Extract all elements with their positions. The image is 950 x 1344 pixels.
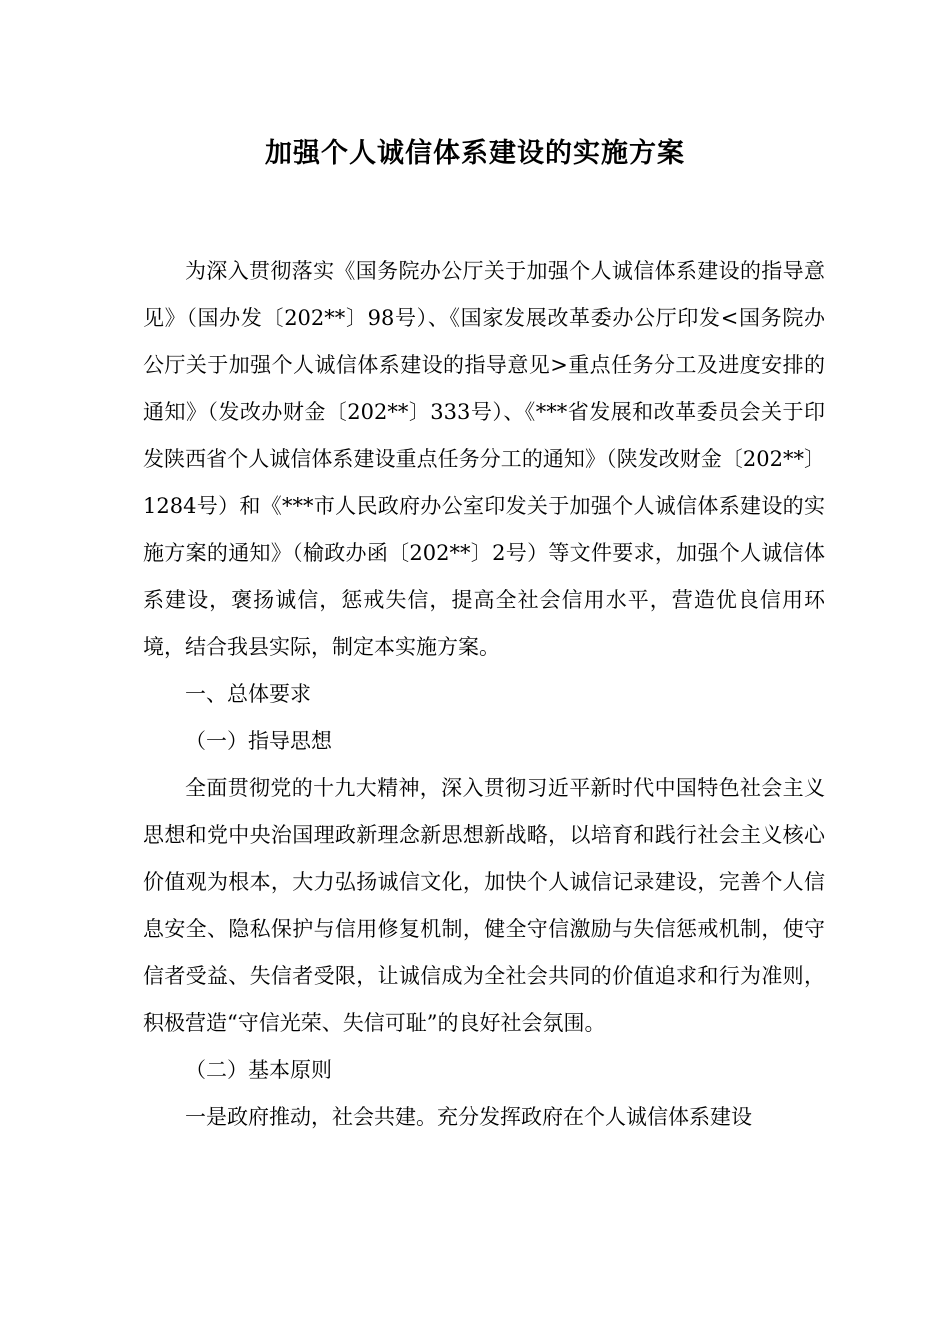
paragraph-intro: 为深入贯彻落实《国务院办公厅关于加强个人诚信体系建设的指导意见》（国办发〔202**〕98号）、《国家发展改革委办公厅印发<国务院办公厅关于加强个人诚信体系建设的指导意见>重点任务分工及进度安排的通知》（发改办财金〔202**〕333号）、《***省发展和改革委员会关于印发陕西省个人诚信体系建设重点任务分工的通知》（陕发改财金〔202**〕1284号）和《***市人民政府办公室印发关于加强个人诚信体系建设的实施方案的通知》（榆政办函〔202**〕2号）等文件要求，加强个人诚信体系建设，褒扬诚信，惩戒失信，提高全社会信用水平，营造优良信用环境，结合我县实际，制定本实施方案。 [143, 259, 825, 659]
heading-guiding-ideology: （一）指导思想 [185, 729, 332, 753]
document-title: 加强个人诚信体系建设的实施方案 [265, 138, 685, 169]
heading-general-requirements: 一、总体要求 [185, 682, 311, 706]
paragraph-principle-one: 一是政府推动，社会共建。充分发挥政府在个人诚信体系建设 [185, 1105, 752, 1129]
document-body [143, 248, 825, 1141]
paragraph-guiding-ideology: 全面贯彻党的十九大精神，深入贯彻习近平新时代中国特色社会主义思想和党中央治国理政新理念新思想新战略，以培育和践行社会主义核心价值观为根本，大力弘扬诚信文化，加快个人诚信记录建设，完善个人信息安全、隐私保护与信用修复机制，健全守信激励与失信惩戒机制，使守信者受益、失信者受限，让诚信成为全社会共同的价值追求和行为准则，积极营造“守信光荣、失信可耻”的良好社会氛围。 [143, 776, 825, 1035]
heading-basic-principles: （二）基本原则 [185, 1058, 332, 1082]
